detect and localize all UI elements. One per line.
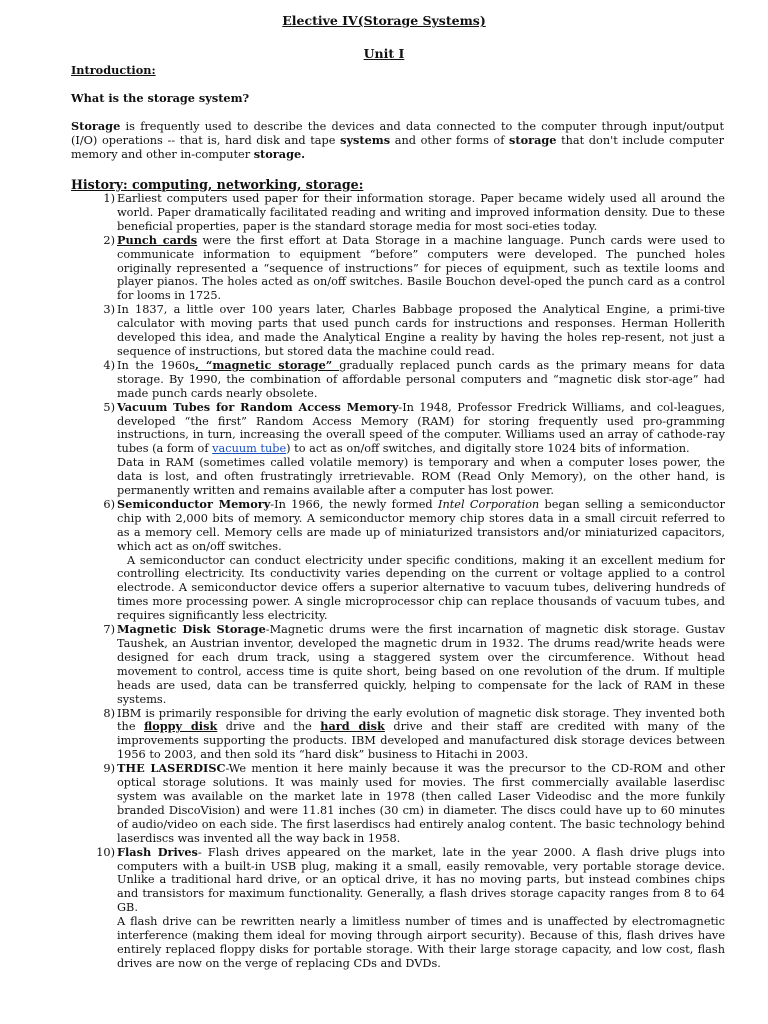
vacuum-tube-link[interactable]: vacuum tube — [212, 442, 287, 456]
item-subparagraph: A flash drive can be rewritten nearly a limitless number of times and is unaffected by electromagnetic interference (making them ideal for moving through airport security). Because of this, flash drives have entirely replaced floppy disks for portable storage. With their large storage capacity, and low cost, flash drives are now on the verge of replacing CDs and DVDs. — [117, 915, 725, 970]
item-number: 6) — [103, 497, 115, 511]
storage-term: Storage — [71, 119, 121, 133]
list-item — [0, 401, 725, 498]
item-text-3: drive and their staff are credited with many of the improvements supporting the products. IBM developed and manufactured disk storage devices between 1956 to 2003, and then sold its “hard disk” business to Hitachi in 2003. — [117, 720, 726, 762]
item-text: -We mention it here mainly because it was the precursor to the CD-ROM and other optical storage solutions. It was mainly used for movies. The first commercially available laserdisc system was available on the market late in 1978 (then called Laser Videodisc and the more funkily branded DiscoVision) and were 11.81 inches (30 cm) in diameter. The discs could have up to 60 minutes of audio/video on each side. The first laserdiscs had entirely analog content. The basic technology behind laserdiscs was invented all the way back in 1958. — [117, 762, 725, 845]
list-item — [0, 359, 725, 401]
item-number: 2) — [103, 233, 115, 247]
item-term: Semiconductor Memory — [117, 496, 271, 511]
item-subparagraph: A semiconductor can conduct electricity under specific conditions, making it an excellent medium for controlling electricity. Its conductivity varies depending on the current or voltage applied to a control electrode. A semiconductor device offers a superior alternative to vacuum tubes, delivering hundreds of times more processing power. A single microprocessor chip can replace thousands of vacuum tubes, and requires significantly less electricity. — [117, 553, 725, 623]
list-item — [0, 303, 725, 359]
item-text: IBM is primarily responsible for driving the early evolution of magnetic disk storage. They invented both the — [117, 706, 725, 734]
item-number: 8) — [103, 706, 115, 720]
item-term: Flash Drives — [117, 844, 198, 859]
list-item — [0, 707, 725, 763]
item-term: Vacuum Tubes for Random Access Memory — [117, 399, 399, 414]
intro-text-3: that don't include computer memory and other in-computer — [71, 133, 724, 161]
item-term: Punch cards — [117, 232, 198, 247]
item-number: 3) — [103, 303, 115, 317]
history-list — [0, 192, 768, 971]
list-item — [0, 762, 725, 845]
item-number: 10) — [96, 845, 115, 859]
intro-bold-systems: systems — [340, 132, 391, 147]
intro-bold-storage-end: storage. — [253, 146, 306, 161]
item-text-2: drive and the — [217, 720, 321, 734]
item-number: 7) — [103, 623, 115, 637]
floppy-disk-term: floppy disk — [143, 719, 218, 734]
document-title: Elective IV(Storage Systems) — [282, 13, 486, 28]
item-text: -In 1966, the newly formed — [270, 497, 438, 511]
item-pre: In the 1960s — [117, 358, 195, 372]
company-name: Intel Corporation — [438, 497, 540, 511]
intro-text-1: is frequently used to describe the devices and data connected to the computer through input/output (I/O) operations -- that is, hard disk and tape — [71, 120, 724, 147]
intro-bold-storage: storage — [509, 132, 557, 147]
item-text-2: began selling a semiconductor chip with 2,000 bits of memory. A semiconductor memory chip stores data in a small circuit referred to as a memory cell. Memory cells are made up of miniaturized transistors and/or miniaturized capacitors, which act as on/off switches. — [117, 497, 725, 553]
item-text: In 1837, a little over 100 years later, Charles Babbage proposed the Analytical Engine, a primi-tive calculator with moving parts that used punch cards for instructions and responses. Herman Hollerith developed this idea, and made the Analytical Engine a reality by having the holes rep-resent, not just a sequence of instructions, but stored data the machine could read. — [117, 303, 725, 358]
item-number: 1) — [103, 192, 115, 205]
intro-paragraph — [71, 120, 724, 162]
list-item — [0, 498, 725, 623]
item-number: 4) — [103, 358, 115, 372]
item-term: , “magnetic storage” — [195, 357, 340, 372]
item-text: -Magnetic drums were the first incarnation of magnetic disk storage. Gustav Taushek, an Austrian inventor, developed the magnetic drum in 1932. The drums read/write heads were designed for each drum track, using a staggered system over the circumference. Without head movement to control, access time is quite short, being based on one revolution of the drum. If multiple heads are used, data can be transferred quickly, helping to compensate for the lack of RAM in these systems. — [117, 623, 725, 706]
hard-disk-term: hard disk — [320, 719, 385, 734]
item-text: Earliest computers used paper for their information storage. Paper became widely used all around the world. Paper dramatically facilitated reading and writing and improved information density. Due to these beneficial properties, paper is the standard storage media for most soci-eties today. — [117, 192, 725, 233]
item-subparagraph: Data in RAM (sometimes called volatile memory) is temporary and when a computer loses power, the data is lost, and often frustratingly irretrievable. ROM (Read Only Memory), on the other hand, is permanently written and remains available after a computer has lost power. — [117, 456, 725, 498]
history-heading: History: computing, networking, storage: — [71, 177, 364, 192]
question-heading: What is the storage system? — [71, 91, 250, 105]
item-term: Magnetic Disk Storage — [117, 622, 266, 637]
list-item — [0, 623, 725, 706]
item-number: 9) — [103, 762, 115, 776]
list-item — [0, 234, 725, 304]
item-text: gradually replaced punch cards as the primary means for data storage. By 1990, the combination of affordable personal computers and “magnetic disk stor-age” had made punch cards nearly obsolete. — [117, 358, 725, 400]
item-number: 5) — [103, 400, 115, 414]
item-text: -In 1948, Professor Fredrick Williams, and col-leagues, developed “the first” Random Access Memory (RAM) for storing frequently used pro-gramming instructions, in turn, increasing the overall speed of the computer. Williams used an array of cathode-ray tubes (a form of — [117, 400, 725, 456]
unit-heading: Unit I — [363, 46, 405, 61]
item-text-2: ) to act as on/off switches, and digitally store 1024 bits of information. — [286, 442, 690, 456]
introduction-heading: Introduction: — [71, 63, 156, 77]
item-text: - Flash drives appeared on the market, late in the year 2000. A flash drive plugs into computers with a built-in USB plug, making it a small, easily removable, very portable storage device. Unlike a traditional hard drive, or an optical drive, it has no moving parts, but instead combines chips and transistors for maximum functionality. Generally, a flash drives storage capacity ranges from 8 to 64 GB. — [117, 845, 725, 915]
list-item — [0, 192, 725, 234]
item-text: were the first effort at Data Storage in a machine language. Punch cards were used to communicate information to equipment “before” computers were developed. The punched holes originally represented a “sequence of instructions” for pieces of equipment, such as textile looms and player pianos. The holes acted as on/off switches. Basile Bouchon devel-oped the punch card as a control for looms in 1725. — [117, 233, 725, 303]
intro-text-2: and other forms of — [390, 133, 509, 147]
item-term: THE LASERDISC — [117, 761, 226, 776]
list-item — [0, 846, 725, 971]
